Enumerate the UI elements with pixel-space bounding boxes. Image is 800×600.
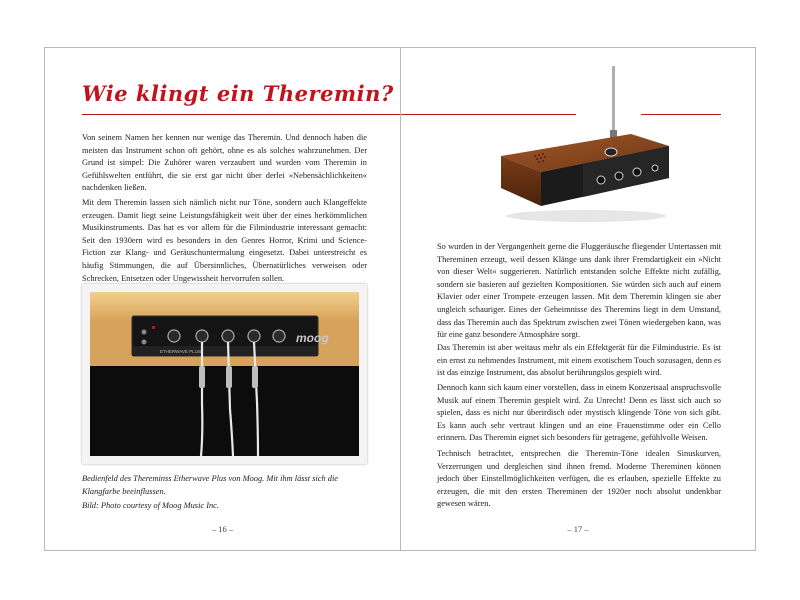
chapter-title: Wie klingt ein Theremin? bbox=[82, 81, 394, 106]
right-paragraph-4: Technisch betrachtet, entsprechen die Theremin-Töne idealen Sinuskurven, Verzerrungen und dergleichen sind ihnen fremd. Moderne Thereminen können jedoch über Einstellmöglichkeiten verfügen, die es erlauben, spezielle Effekte zu erzeugen, die mit den ersten Thereminen der 1920er noch absolut undenkbar gewesen wären. bbox=[437, 449, 721, 509]
right-page bbox=[400, 47, 756, 551]
right-paragraph-2: Das Theremin ist aber weitaus mehr als ein Effektgerät für die Filmindustrie. Es ist ein ernst zu nehmendes Instrument, mit einem exotischem Touch sozusagen, denn es ist das einzige Instrument, das absolut berührungslos gespielt wird. bbox=[437, 343, 721, 378]
title-rule bbox=[82, 114, 402, 115]
figure-credit: Bild: Photo courtesy of Moog Music Inc. bbox=[82, 501, 219, 510]
moog-panel-image bbox=[82, 284, 367, 464]
page-number-right: – 17 – bbox=[567, 524, 589, 534]
figure-caption: Bedienfeld des Thereminss Etherwave Plus von Moog. Mit ihm lässt sich die Klangfarbe beeinflussen. bbox=[82, 474, 339, 496]
left-paragraph-1: Von seinem Namen her kennen nur wenige das Theremin. Und dennoch haben die meisten das Instrument schon oft gehört, ohne es als solches wahrzunehmen. Der Grund ist simpel: Die Zuhörer waren verzaubert und wurden vom Theremin in Gefühlswelten entführt, die sie erst gar nicht über derlei »Nebensächlichkeiten« nachdenken ließen. bbox=[82, 133, 367, 193]
left-page bbox=[44, 47, 401, 551]
right-paragraph-3: Dennoch kann sich kaum einer vorstellen, dass in einem Konzertsaal anspruchsvolle Musik auf einem Theremin gespielt wird. Zu Unrecht! Denn es lässt sich auch so spielen, dass es nicht nur überirdisch oder mystisch klingende Töne von sich gibt. Es kann auch sehr vertraut klingen und an eine Frauenstimme oder ein Cello erinnern. Das Theremin eignet sich besonders für getragene, gefühlvolle Weisen. bbox=[437, 383, 721, 443]
right-paragraph-1: So wurden in der Vergangenheit gerne die Fluggeräusche fliegender Untertassen mit Thereminen erzeugt, weil dessen Klänge uns dank ihrer Fremdartigkeit ein »Nicht von dieser Welt« suggerieren. Natürlich entstanden solche Effekte nicht zufällig, sondern sie basieren auf gezielten Kompositionen. Sie würden sich auch auf einem Klavier oder einer Trompete erzeugen lassen. Mit dem Theremin klingen sie aber ungleich schauriger. Eines der Geheimnisse des Theremins liegt in dem Umstand, dass das Theremin auch das Spektrum zwischen zwei Tönen wiedergeben kann, was für eine ganz besondere Atmosphäre sorgt. bbox=[437, 242, 721, 340]
moog-logo: moog bbox=[296, 331, 329, 345]
moog-panel-figure bbox=[82, 284, 367, 464]
theremin-image bbox=[491, 66, 671, 234]
book-spread bbox=[44, 47, 756, 551]
page-number-left: – 16 – bbox=[211, 524, 234, 534]
panel-model-label: ETHERWAVE PLUS bbox=[160, 349, 201, 354]
left-paragraph-2: Mit dem Theremin lassen sich nämlich nicht nur Töne, sondern auch Klangeffekte erzeugen. Damit liegt seine Leistungsfähigkeit weit über der eines herkömmlichen Musikinstruments. Das hat es vor allem für die Filmindustrie interessant gemacht: Seit den 1930ern wird es besonders in den Genres Horror, Krimi und Science-Fiction zur Klang- und Geräuschuntermalung eingesetzt. Dabei unterstreicht es häufig Stimmungen, die auf Übersinnliches, Übernatürliches verweisen oder Schrecken, Entsetzen oder Ungewissheit hervorrufen sollen. bbox=[82, 198, 367, 283]
